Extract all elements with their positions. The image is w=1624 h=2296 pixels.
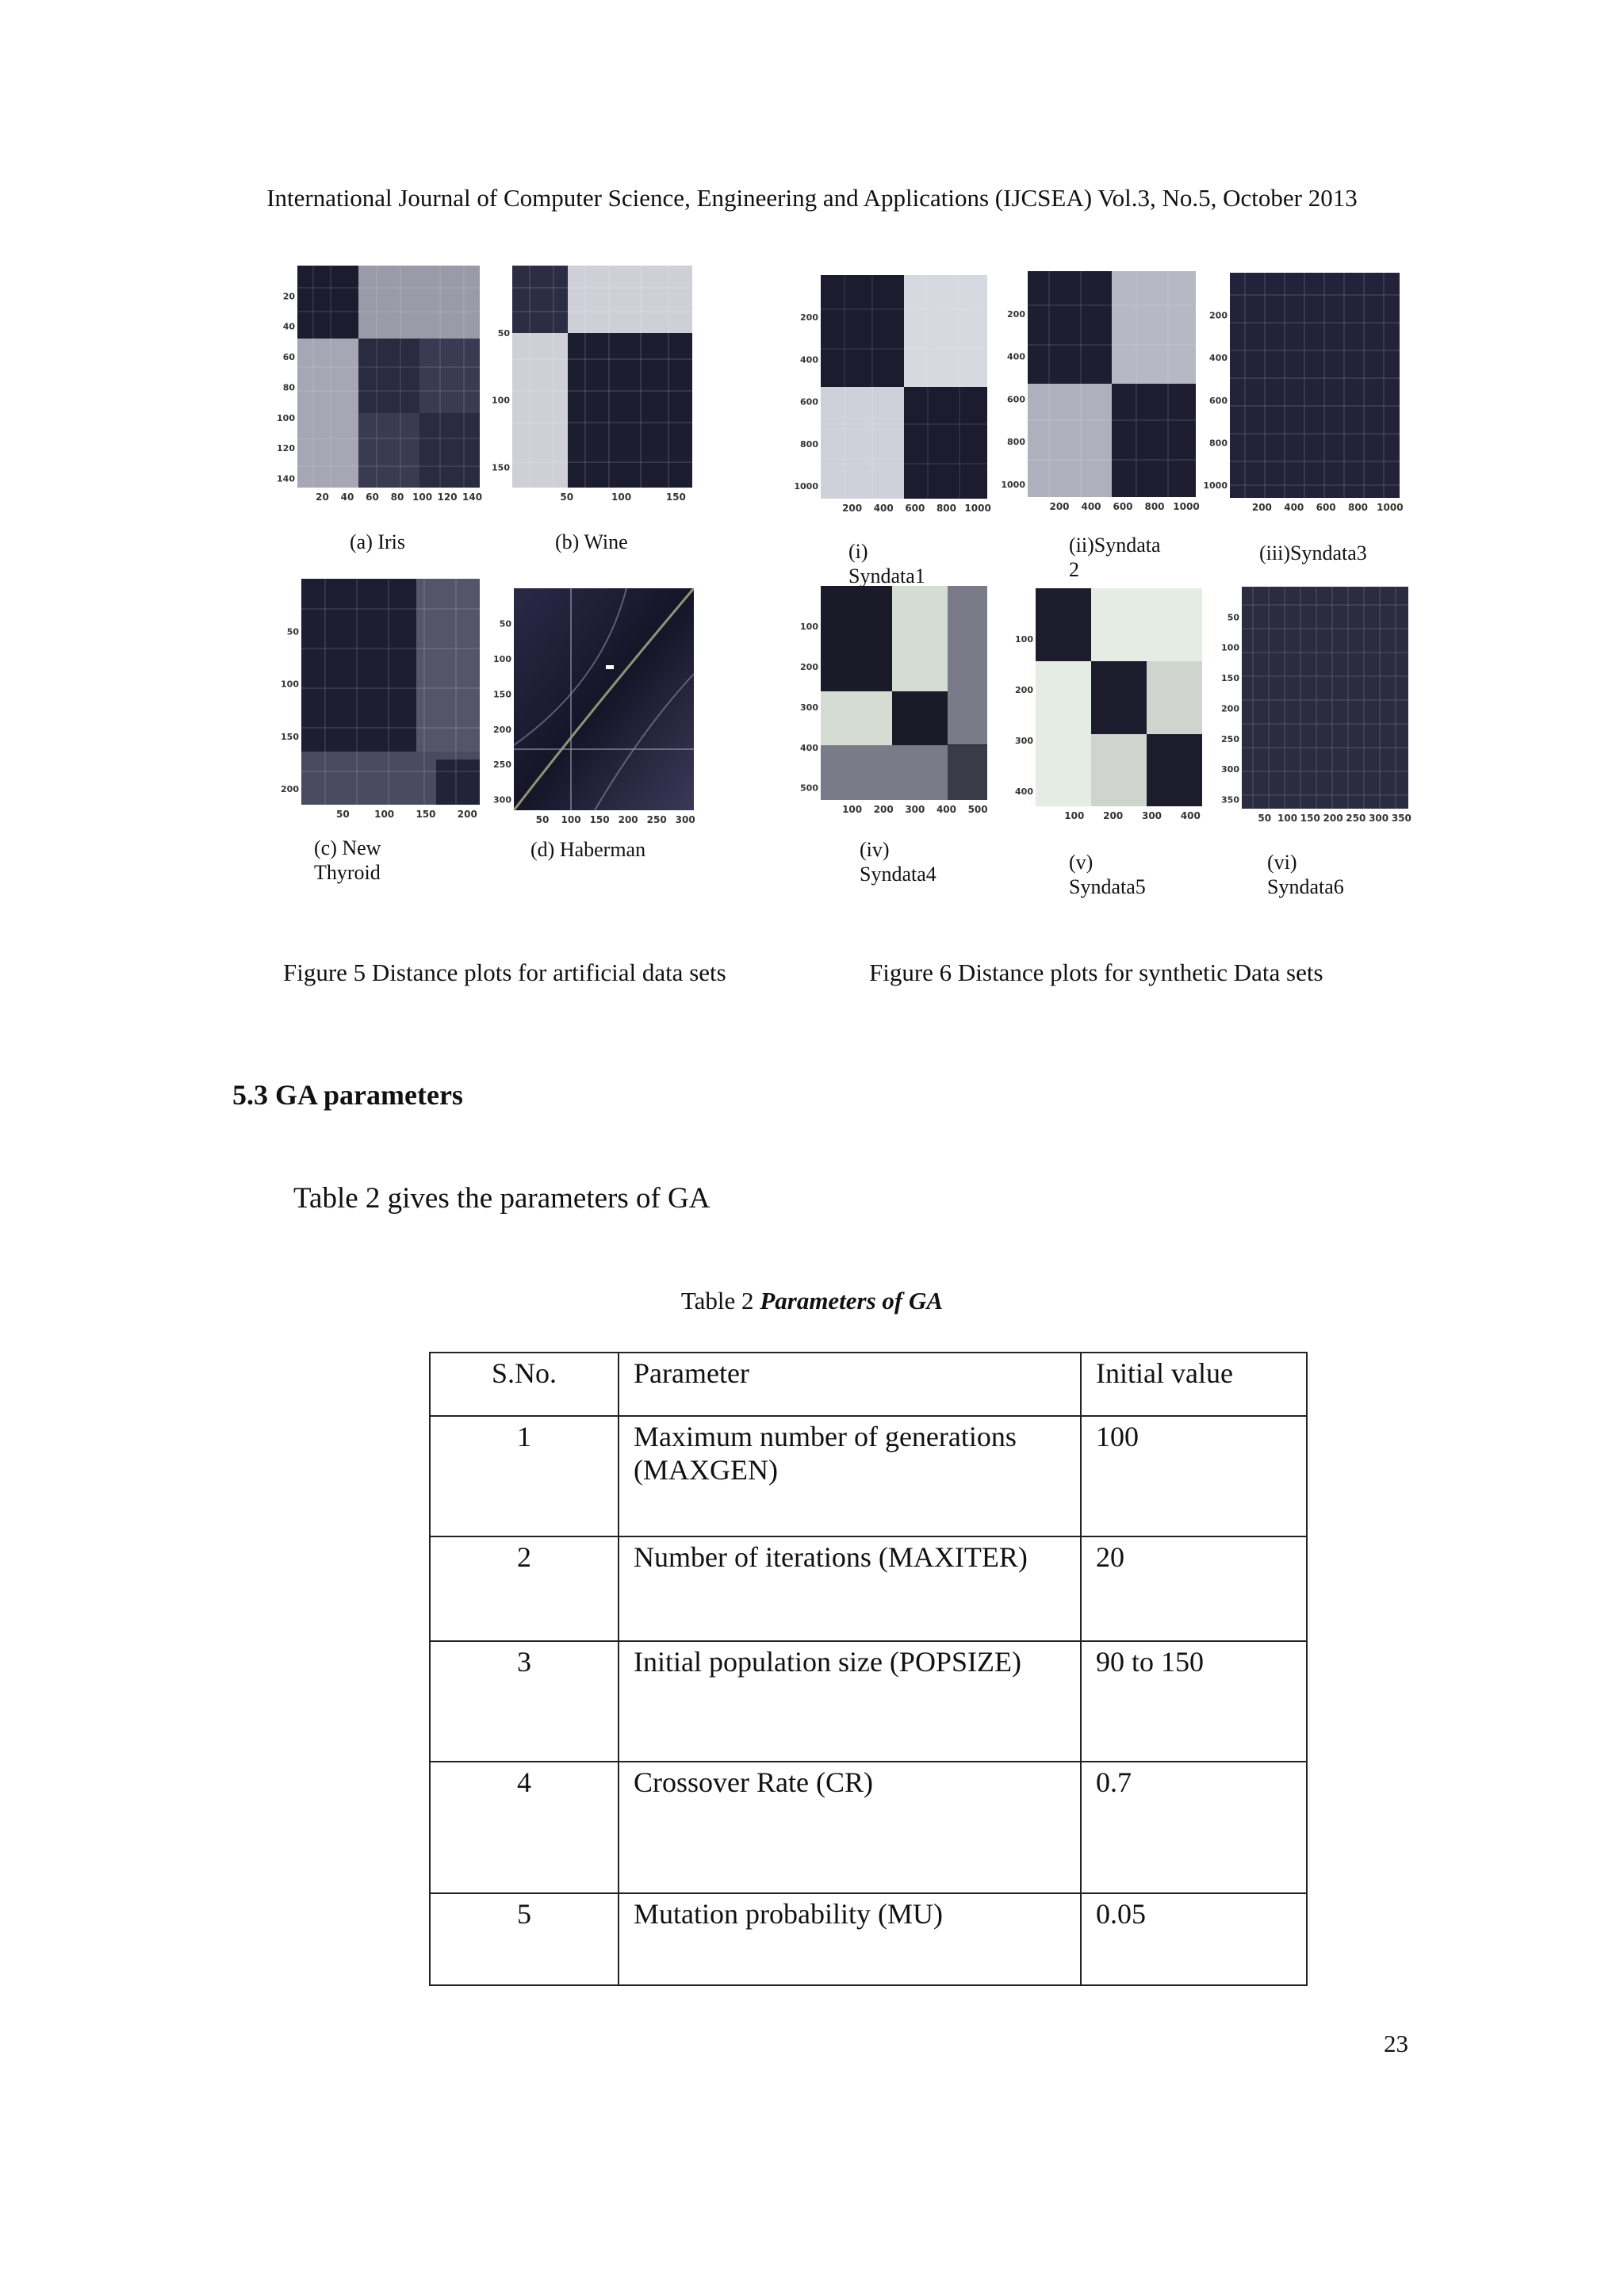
intro-paragraph: Table 2 gives the parameters of GA bbox=[293, 1182, 710, 1215]
x-tick-label: 400 bbox=[936, 804, 957, 815]
y-tick-label: 150 bbox=[1221, 673, 1239, 684]
x-tick-label: 350 bbox=[1391, 813, 1411, 824]
distance-plot-syndata3 bbox=[1203, 271, 1404, 523]
x-tick-label: 60 bbox=[366, 492, 379, 503]
cell-initial-value: 20 bbox=[1081, 1536, 1307, 1641]
y-tick-label: 800 bbox=[800, 438, 818, 450]
y-tick-label: 100 bbox=[800, 621, 818, 632]
x-tick-label: 400 bbox=[1284, 502, 1304, 513]
y-tick-label: 100 bbox=[277, 412, 295, 423]
distance-plot-wine-image bbox=[492, 264, 696, 514]
x-tick-label: 800 bbox=[1144, 501, 1165, 512]
y-tick-label: 1000 bbox=[1001, 479, 1025, 490]
y-tick-label: 50 bbox=[286, 626, 299, 637]
x-tick-label: 200 bbox=[873, 804, 894, 815]
x-tick-label: 100 bbox=[561, 814, 581, 825]
plot-label-syndata3: (iii)Syndata3 bbox=[1259, 541, 1367, 564]
x-tick-label: 80 bbox=[390, 492, 404, 503]
cell-parameter: Maximum number of generations (MAXGEN) bbox=[619, 1416, 1081, 1536]
cell-parameter: Crossover Rate (CR) bbox=[619, 1762, 1081, 1893]
y-tick-label: 400 bbox=[800, 742, 818, 753]
cell-parameter: Mutation probability (MU) bbox=[619, 1893, 1081, 1985]
y-tick-label: 100 bbox=[281, 679, 299, 690]
x-tick-label: 400 bbox=[1081, 501, 1101, 512]
table-caption bbox=[0, 1287, 1624, 1315]
x-tick-label: 200 bbox=[1323, 813, 1343, 824]
y-tick-label: 250 bbox=[493, 760, 511, 771]
y-tick-label: 50 bbox=[499, 618, 511, 629]
y-tick-label: 200 bbox=[1015, 684, 1033, 695]
y-tick-label: 400 bbox=[1007, 351, 1025, 362]
y-tick-label: 50 bbox=[1227, 612, 1239, 623]
y-tick-label: 200 bbox=[800, 312, 818, 323]
distance-plot-new-thyroid-image bbox=[281, 577, 484, 831]
x-tick-label: 250 bbox=[646, 814, 667, 825]
cell-parameter: Number of iterations (MAXITER) bbox=[619, 1536, 1081, 1641]
y-tick-label: 100 bbox=[1015, 633, 1033, 645]
table-caption-prefix: Table 2 bbox=[680, 1287, 760, 1314]
x-tick-label: 50 bbox=[335, 809, 350, 820]
x-tick-label: 1000 bbox=[1173, 501, 1200, 512]
y-tick-label: 40 bbox=[282, 321, 295, 332]
x-tick-label: 100 bbox=[842, 804, 863, 815]
x-tick-label: 200 bbox=[842, 503, 863, 514]
y-tick-label: 300 bbox=[1015, 735, 1033, 746]
y-tick-label: 200 bbox=[1209, 310, 1228, 321]
x-tick-label: 40 bbox=[340, 492, 354, 503]
distance-plot-wine bbox=[492, 264, 696, 514]
plot-label-syndata1: (i) Syndata1 bbox=[848, 540, 925, 587]
x-tick-label: 50 bbox=[535, 814, 550, 825]
plot-label-syndata6: (vi) Syndata6 bbox=[1267, 851, 1344, 898]
distance-plot-iris-image bbox=[277, 264, 484, 514]
table-caption-title: Parameters of GA bbox=[760, 1287, 944, 1314]
table-header-row bbox=[430, 1353, 1307, 1416]
distance-plot-iris bbox=[277, 264, 484, 514]
distance-plot-haberman-image bbox=[493, 587, 698, 836]
y-tick-label: 120 bbox=[277, 443, 295, 454]
y-tick-label: 100 bbox=[1221, 642, 1239, 653]
y-tick-label: 200 bbox=[281, 784, 299, 795]
distance-plot-syndata1-image bbox=[794, 274, 991, 523]
table-row bbox=[430, 1893, 1307, 1985]
y-tick-label: 300 bbox=[1221, 764, 1239, 775]
x-tick-label: 150 bbox=[665, 492, 686, 503]
x-tick-label: 50 bbox=[560, 492, 574, 503]
cell-initial-value: 90 to 150 bbox=[1081, 1641, 1307, 1762]
y-tick-label: 250 bbox=[1221, 733, 1239, 744]
section-heading: 5.3 GA parameters bbox=[232, 1079, 463, 1111]
y-tick-label: 600 bbox=[1209, 395, 1228, 406]
distance-plot-syndata6-image bbox=[1221, 585, 1411, 835]
y-tick-label: 600 bbox=[1007, 394, 1025, 405]
distance-plot-syndata2-image bbox=[1001, 270, 1200, 523]
y-tick-label: 80 bbox=[282, 382, 295, 393]
x-tick-label: 300 bbox=[1369, 813, 1389, 824]
x-tick-label: 300 bbox=[905, 804, 925, 815]
y-tick-label: 140 bbox=[277, 473, 295, 484]
cell-sno: 2 bbox=[430, 1536, 619, 1641]
x-tick-label: 100 bbox=[1277, 813, 1298, 824]
x-tick-label: 600 bbox=[1316, 502, 1336, 513]
x-tick-label: 100 bbox=[1064, 810, 1085, 821]
y-tick-label: 100 bbox=[492, 395, 510, 406]
distance-plot-syndata4 bbox=[797, 584, 991, 822]
y-tick-label: 200 bbox=[1007, 308, 1025, 320]
plot-label-iris: (a) Iris bbox=[350, 530, 406, 553]
plot-label-new-thyroid: (c) New Thyroid bbox=[314, 836, 381, 884]
x-tick-label: 20 bbox=[316, 492, 329, 503]
figure6-caption: Figure 6 Distance plots for synthetic Data sets bbox=[869, 959, 1323, 986]
distance-plot-haberman bbox=[493, 587, 698, 836]
distance-plot-syndata5 bbox=[1015, 587, 1205, 832]
distance-plot-syndata3-image bbox=[1203, 271, 1404, 523]
table-row bbox=[430, 1536, 1307, 1641]
x-tick-label: 1000 bbox=[1377, 502, 1404, 513]
y-tick-label: 200 bbox=[1221, 703, 1239, 714]
x-tick-label: 50 bbox=[1258, 813, 1272, 824]
y-tick-label: 800 bbox=[1007, 437, 1025, 448]
x-tick-label: 300 bbox=[675, 814, 695, 825]
cell-sno: 1 bbox=[430, 1416, 619, 1536]
page-number: 23 bbox=[1384, 2030, 1408, 2057]
x-tick-label: 400 bbox=[1180, 810, 1201, 821]
cell-sno: 3 bbox=[430, 1641, 619, 1762]
header-sno: S.No. bbox=[430, 1353, 619, 1416]
x-tick-label: 250 bbox=[1346, 813, 1366, 824]
x-tick-label: 200 bbox=[457, 809, 477, 820]
x-tick-label: 100 bbox=[412, 492, 433, 503]
x-tick-label: 800 bbox=[936, 503, 957, 514]
x-tick-label: 500 bbox=[967, 804, 988, 815]
x-tick-label: 600 bbox=[905, 503, 925, 514]
y-tick-label: 400 bbox=[1015, 786, 1033, 797]
table-row bbox=[430, 1762, 1307, 1893]
y-tick-label: 800 bbox=[1209, 438, 1228, 449]
cell-initial-value: 0.7 bbox=[1081, 1762, 1307, 1893]
x-tick-label: 300 bbox=[1141, 810, 1162, 821]
y-tick-label: 150 bbox=[493, 689, 511, 700]
x-tick-label: 150 bbox=[416, 809, 436, 820]
y-tick-label: 60 bbox=[282, 352, 295, 363]
x-tick-label: 100 bbox=[611, 492, 632, 503]
table-row bbox=[430, 1416, 1307, 1536]
y-tick-label: 300 bbox=[493, 794, 511, 806]
journal-header: International Journal of Computer Science, Engineering and Applications (IJCSEA) Vol.3, No.5, October 2013 bbox=[266, 184, 1358, 212]
x-tick-label: 150 bbox=[589, 814, 610, 825]
y-tick-label: 400 bbox=[800, 354, 818, 365]
y-tick-label: 150 bbox=[492, 462, 510, 473]
x-tick-label: 1000 bbox=[964, 503, 991, 514]
y-tick-label: 300 bbox=[800, 702, 818, 713]
plot-label-syndata4: (iv) Syndata4 bbox=[860, 838, 936, 886]
cell-sno: 5 bbox=[430, 1893, 619, 1985]
x-tick-label: 150 bbox=[1300, 813, 1320, 824]
distance-plot-new-thyroid bbox=[281, 577, 484, 831]
cell-parameter: Initial population size (POPSIZE) bbox=[619, 1641, 1081, 1762]
x-tick-label: 600 bbox=[1113, 501, 1133, 512]
distance-plot-syndata1 bbox=[794, 274, 991, 523]
plot-label-syndata2: (ii)Syndata 2 bbox=[1069, 534, 1161, 581]
y-tick-label: 20 bbox=[282, 291, 295, 302]
y-tick-label: 1000 bbox=[794, 481, 818, 492]
distance-plot-syndata5-image bbox=[1015, 587, 1205, 832]
plot-label-haberman: (d) Haberman bbox=[530, 838, 646, 861]
table-row bbox=[430, 1641, 1307, 1762]
plot-label-wine: (b) Wine bbox=[555, 530, 628, 553]
header-initial-value: Initial value bbox=[1081, 1353, 1307, 1416]
y-tick-label: 1000 bbox=[1203, 480, 1228, 491]
x-tick-label: 100 bbox=[374, 809, 395, 820]
y-tick-label: 150 bbox=[281, 731, 299, 742]
y-tick-label: 600 bbox=[800, 396, 818, 408]
x-tick-label: 200 bbox=[1251, 502, 1272, 513]
y-tick-label: 100 bbox=[493, 653, 511, 664]
x-tick-label: 200 bbox=[618, 814, 638, 825]
x-tick-label: 800 bbox=[1347, 502, 1369, 513]
x-tick-label: 200 bbox=[1049, 501, 1070, 512]
y-tick-label: 200 bbox=[800, 661, 818, 672]
x-tick-label: 400 bbox=[873, 503, 894, 514]
y-tick-label: 500 bbox=[800, 783, 818, 794]
ga-parameters-table bbox=[429, 1352, 1308, 1986]
distance-plot-syndata6 bbox=[1221, 585, 1411, 835]
figure5-caption: Figure 5 Distance plots for artificial data sets bbox=[283, 959, 726, 986]
x-tick-label: 200 bbox=[1103, 810, 1124, 821]
plot-label-syndata5: (v) Syndata5 bbox=[1069, 851, 1146, 898]
y-tick-label: 200 bbox=[493, 724, 511, 735]
distance-plot-syndata4-image bbox=[797, 584, 991, 822]
y-tick-label: 400 bbox=[1209, 353, 1228, 364]
x-tick-label: 140 bbox=[462, 492, 483, 503]
distance-plot-syndata2 bbox=[1001, 270, 1200, 523]
y-tick-label: 350 bbox=[1221, 794, 1239, 806]
cell-initial-value: 0.05 bbox=[1081, 1893, 1307, 1985]
cell-sno: 4 bbox=[430, 1762, 619, 1893]
x-tick-label: 120 bbox=[437, 492, 458, 503]
y-tick-label: 50 bbox=[497, 327, 510, 339]
cell-initial-value: 100 bbox=[1081, 1416, 1307, 1536]
header-parameter: Parameter bbox=[619, 1353, 1081, 1416]
